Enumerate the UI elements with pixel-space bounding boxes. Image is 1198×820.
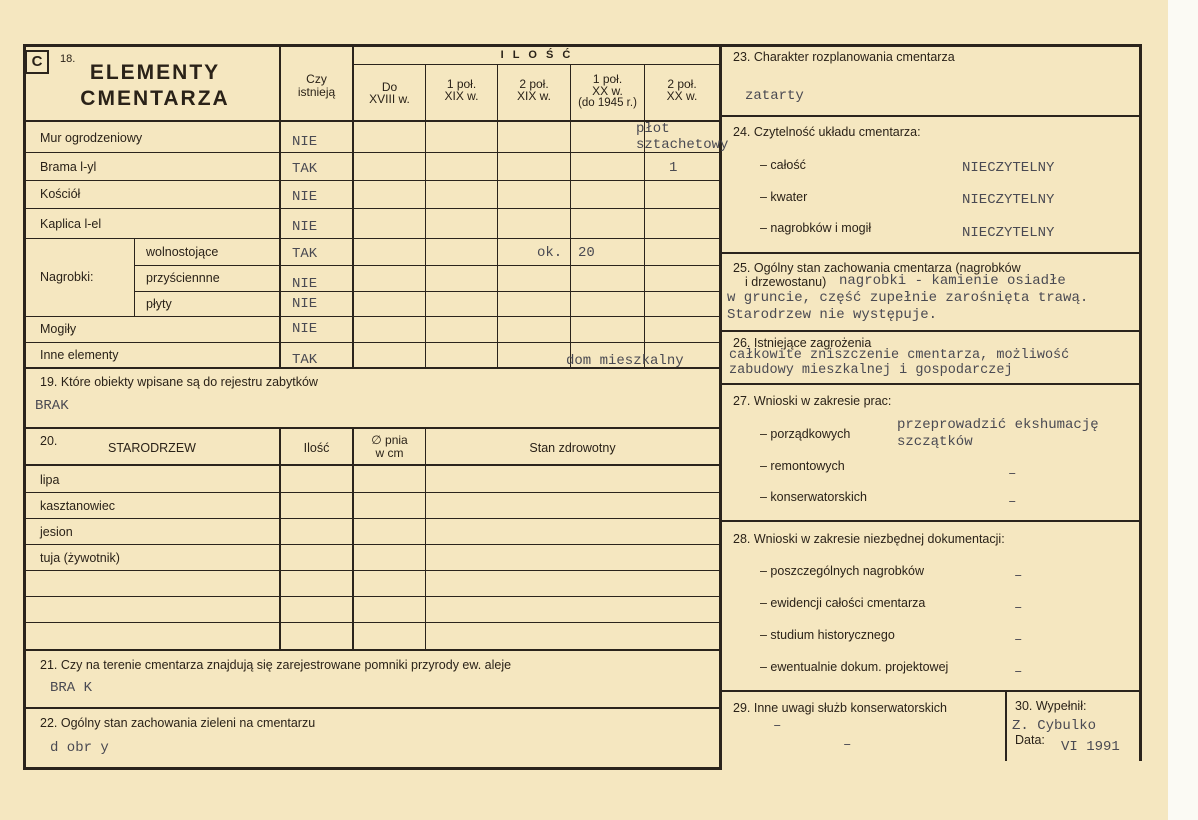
col-ilosc-trees: Ilość — [303, 441, 330, 455]
section-30-name: Z. Cybulko — [1012, 718, 1097, 734]
section-27-label: 27. Wnioski w zakresie prac: — [733, 394, 892, 408]
tree-tuja: tuja (żywotnik) — [40, 551, 120, 565]
col-czy-line2: istnieją — [297, 85, 336, 99]
row-plyty: płyty — [146, 297, 172, 311]
wolnostojace-approx: ok. — [537, 245, 563, 261]
inne-note: dom mieszkalny — [566, 353, 684, 369]
s28-dash-2: – — [1014, 600, 1023, 616]
section-20-title: STARODRZEW — [108, 441, 196, 455]
col-do-line1: Do — [381, 80, 398, 94]
s24-calosc-value: NIECZYTELNY — [962, 160, 1055, 176]
col-1xx-line3: (do 1945 r.) — [578, 97, 637, 109]
value-wolnostojace: TAK — [292, 246, 318, 262]
col-2xix-line2: XIX w. — [516, 89, 551, 103]
section-22-label: 22. Ogólny stan zachowania zieleni na cmentarzu — [40, 716, 316, 730]
row-wolnostojace: wolnostojące — [146, 245, 219, 259]
value-kaplica: NIE — [292, 219, 318, 235]
section-26-label: 26. Istniejące zagrożenia — [733, 336, 872, 350]
value-inne: TAK — [292, 352, 318, 368]
section-24-label: 24. Czytelność układu cmentarza: — [733, 125, 921, 139]
wolnostojace-count: 20 — [578, 245, 595, 261]
section-19-label: 19. Które obiekty wpisane są do rejestru zabytków — [40, 375, 318, 389]
row-mur: Mur ogrodzeniowy — [40, 131, 143, 145]
col-2xx-line2: XX w. — [666, 89, 698, 103]
value-kosciol: NIE — [292, 189, 318, 205]
mur-note-line2: sztachetowy — [636, 137, 729, 153]
s24-calosc: – całość — [760, 158, 806, 172]
section-21-label: 21. Czy na terenie cmentarza znajdują się zarejestrowane pomniki przyrody ew. aleje — [40, 658, 512, 672]
s27-porzadkowych: – porządkowych — [760, 427, 851, 441]
brama-count: 1 — [669, 160, 678, 176]
value-mogily: NIE — [292, 321, 318, 337]
s28-dash-4: – — [1014, 664, 1023, 680]
section-25-label-line1: 25. Ogólny stan zachowania cmentarza (nagrobków — [733, 261, 1021, 275]
col-1xix-line2: XIX w. — [444, 89, 479, 103]
s27-konserwatorskich: – konserwatorskich — [760, 490, 867, 504]
value-mur: NIE — [292, 134, 318, 150]
s28-item-ewidencji: – ewidencji całości cmentarza — [760, 596, 926, 610]
s28-dash-3: – — [1014, 632, 1023, 648]
section-19-value: BRAK — [35, 398, 69, 414]
section-18-number: 18. — [60, 53, 76, 65]
s28-dash-1: – — [1014, 568, 1023, 584]
section-25-label-line2: i drzewostanu) — [745, 275, 827, 289]
s27-konserwatorskich-value: – — [1008, 494, 1017, 510]
section-21-value: BRA K — [50, 680, 93, 696]
s24-kwater: – kwater — [760, 190, 808, 204]
section-22-value: d obr y — [50, 740, 109, 756]
s27-remontowych-value: – — [1008, 466, 1017, 482]
row-kaplica: Kaplica l-el — [40, 217, 102, 231]
col-2xix-line1: 2 poł. — [519, 77, 549, 91]
col-1xix-line1: 1 poł. — [446, 77, 477, 91]
s28-item-studium: – studium historycznego — [760, 628, 895, 642]
row-inne: Inne elementy — [40, 348, 119, 362]
section-25-value-line3: Starodrzew nie występuje. — [727, 307, 938, 323]
tree-kasztanowiec: kasztanowiec — [40, 499, 116, 513]
s27-remontowych: – remontowych — [760, 459, 845, 473]
section-30-date-label: Data: — [1015, 733, 1045, 747]
value-plyty: NIE — [292, 296, 318, 312]
s28-item-nagrobkow: – poszczególnych nagrobków — [760, 564, 924, 578]
scan-edge — [1168, 0, 1198, 820]
mur-note-line1: płot — [636, 121, 670, 137]
s24-kwater-value: NIECZYTELNY — [962, 192, 1055, 208]
section-29-dash-2: – — [843, 737, 852, 753]
s27-porzadkowych-value-line2: szczątków — [897, 434, 973, 450]
value-brama: TAK — [292, 161, 318, 177]
section-26-value-line1: całkowite zniszczenie cmentarza, możliwość — [729, 348, 1070, 363]
col-stan-zdrowotny: Stan zdrowotny — [529, 441, 616, 455]
section-25-value-line1: nagrobki - kamienie osiadłe — [839, 273, 1066, 289]
row-kosciol: Kościół — [40, 187, 81, 201]
row-przyscienne: przyściennne — [146, 271, 220, 285]
row-mogily: Mogiły — [40, 322, 77, 336]
section-18-title-line1: ELEMENTY — [89, 61, 221, 84]
section-30-label: 30. Wypełnił: — [1015, 699, 1087, 713]
section-25-value-line2: w gruncie, część zupełnie zarośnięta trawą. — [727, 290, 1089, 306]
value-przyscienne: NIE — [292, 276, 318, 292]
tree-jesion: jesion — [40, 525, 73, 539]
card-letter-box: C — [25, 50, 49, 74]
col-do-line2: XVIII w. — [369, 92, 410, 106]
s28-item-projektowej: – ewentualnie dokum. projektowej — [760, 660, 949, 674]
section-23-label: 23. Charakter rozplanowania cmentarza — [733, 50, 955, 64]
tree-lipa: lipa — [40, 473, 60, 487]
section-28-label: 28. Wnioski w zakresie niezbędnej dokumentacji: — [733, 532, 1005, 546]
col-ilosc-header: I L O Ś Ć — [500, 49, 574, 61]
s24-nagrobkow: – nagrobków i mogił — [760, 221, 872, 235]
section-26-value-line2: zabudowy mieszkalnej i gospodarczej — [729, 363, 1013, 378]
s24-nagrobkow-value: NIECZYTELNY — [962, 225, 1055, 241]
section-29-label: 29. Inne uwagi służb konserwatorskich — [733, 701, 948, 715]
s27-porzadkowych-value-line1: przeprowadzić ekshumację — [897, 417, 1099, 433]
row-nagrobki: Nagrobki: — [40, 270, 94, 284]
col-pnia-line2: w cm — [375, 446, 404, 460]
section-18-title-line2: CMENTARZA — [80, 87, 230, 110]
col-pnia-line1: ∅ pnia — [371, 433, 408, 447]
col-czy-line1: Czy — [306, 72, 327, 86]
section-20-number: 20. — [40, 434, 58, 448]
section-23-value: zatarty — [745, 88, 804, 104]
col-1xx-line2: XX w. — [592, 84, 623, 98]
section-29-dash-1: – — [773, 718, 782, 734]
section-30-date: VI 1991 — [1061, 739, 1120, 755]
col-1xx-line1: 1 poł. — [592, 72, 623, 86]
col-2xx-line1: 2 poł. — [667, 77, 697, 91]
row-brama: Brama l-yl — [40, 160, 97, 174]
